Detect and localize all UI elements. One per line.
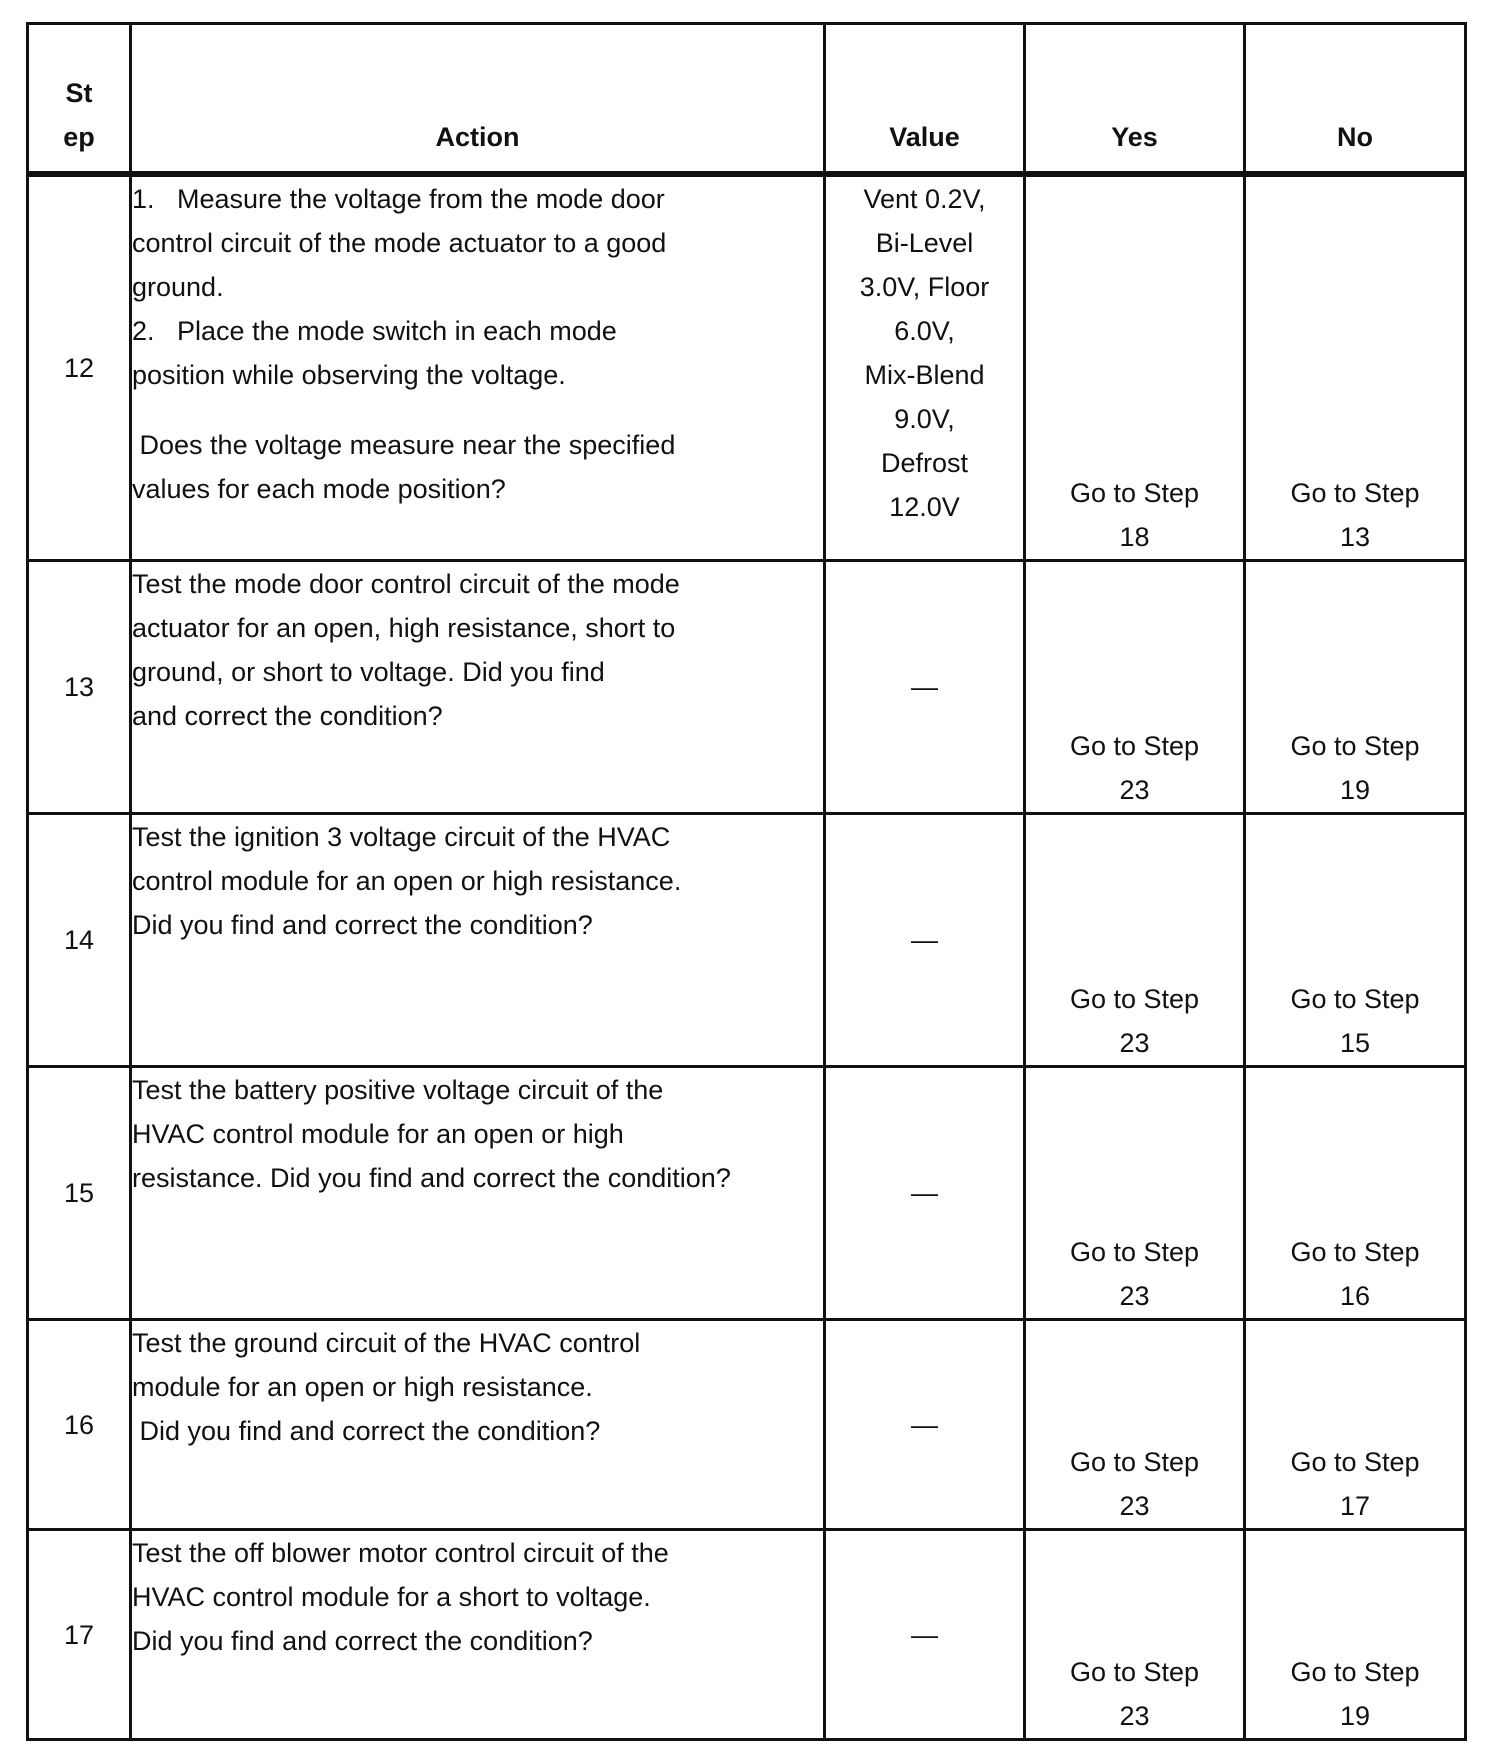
action-line: actuator for an open, high resistance, short to [132, 613, 676, 643]
yes-cell [1025, 814, 1245, 1067]
table-row [28, 1067, 1466, 1320]
step-number: 17 [28, 1530, 131, 1740]
action-line: Test the battery positive voltage circuit of the [132, 1075, 664, 1105]
yes-goto-step: 23 [1119, 775, 1150, 805]
value-cell: — [825, 561, 1025, 814]
action-line: resistance. Did you find and correct the condition? [132, 1163, 731, 1193]
no-goto-step: 16 [1339, 1281, 1371, 1311]
step-number: 12 [28, 174, 131, 561]
no-goto-step: 15 [1339, 1028, 1371, 1058]
yes-goto-step: 23 [1119, 1701, 1150, 1731]
value-cell: — [825, 1067, 1025, 1320]
action-line: Test the ground circuit of the HVAC control [132, 1328, 641, 1358]
step-header [28, 24, 131, 175]
yes-goto-step: 23 [1119, 1028, 1150, 1058]
yes-cell [1025, 1530, 1245, 1740]
action-line: Test the off blower motor control circuit of the [132, 1538, 669, 1568]
header-row [28, 24, 1466, 175]
value-line: Mix-Blend [864, 360, 985, 390]
action-line: Test the ignition 3 voltage circuit of the HVAC [132, 822, 671, 852]
value-line: Vent 0.2V, [863, 184, 986, 214]
no-cell [1245, 1067, 1466, 1320]
action-line: Did you find and correct the condition? [132, 910, 593, 940]
value-line: 9.0V, [894, 404, 955, 434]
value-cell: — [825, 1530, 1025, 1740]
no-goto-label: Go to Step [1290, 1237, 1420, 1267]
step-number: 15 [28, 1067, 131, 1320]
value-cell [825, 174, 1025, 561]
no-goto-step: 13 [1339, 522, 1371, 552]
action-header: Action [131, 24, 825, 175]
table-row [28, 174, 1466, 561]
yes-cell [1025, 1067, 1245, 1320]
no-goto-step: 17 [1339, 1491, 1371, 1521]
action-line: ground. [132, 272, 224, 302]
table-row [28, 1320, 1466, 1530]
step-header-line-2: ep [63, 122, 95, 152]
action-cell [131, 1530, 825, 1740]
no-cell [1245, 174, 1466, 561]
no-goto-label: Go to Step [1290, 731, 1420, 761]
yes-cell [1025, 174, 1245, 561]
action-line: control module for an open or high resistance. [132, 866, 682, 896]
table-row [28, 561, 1466, 814]
action-line: Did you find and correct the condition? [132, 1626, 593, 1656]
value-line: 6.0V, [894, 316, 955, 346]
yes-goto-label: Go to Step [1069, 731, 1200, 761]
step-number: 16 [28, 1320, 131, 1530]
table-row [28, 1530, 1466, 1740]
action-line: HVAC control module for an open or high [132, 1119, 624, 1149]
action-line: 2. Place the mode switch in each mode [132, 316, 617, 346]
no-goto-label: Go to Step [1290, 1657, 1420, 1687]
yes-goto-label: Go to Step [1069, 1657, 1200, 1687]
action-line: Test the mode door control circuit of the mode [132, 569, 680, 599]
action-line: Did you find and correct the condition? [132, 1416, 601, 1446]
no-cell [1245, 1320, 1466, 1530]
yes-goto-step: 18 [1119, 522, 1150, 552]
yes-goto-step: 23 [1119, 1491, 1150, 1521]
action-cell [131, 1320, 825, 1530]
action-cell [131, 174, 825, 561]
no-goto-label: Go to Step [1290, 1447, 1420, 1477]
yes-header: Yes [1025, 24, 1245, 175]
value-line: 12.0V [889, 492, 960, 522]
action-line: Does the voltage measure near the specified [132, 430, 676, 460]
value-header: Value [825, 24, 1025, 175]
action-line: module for an open or high resistance. [132, 1372, 593, 1402]
yes-goto-label: Go to Step [1069, 478, 1200, 508]
step-header-line-1: St [65, 78, 93, 108]
yes-goto-label: Go to Step [1069, 1447, 1200, 1477]
value-line: 3.0V, Floor [859, 272, 990, 302]
no-header: No [1245, 24, 1466, 175]
no-goto-step: 19 [1339, 1701, 1371, 1731]
yes-goto-step: 23 [1119, 1281, 1150, 1311]
action-line: ground, or short to voltage. Did you find [132, 657, 605, 687]
action-line: position while observing the voltage. [132, 360, 566, 390]
action-line: and correct the condition? [132, 701, 443, 731]
value-line: Bi-Level [875, 228, 974, 258]
yes-goto-label: Go to Step [1069, 984, 1200, 1014]
yes-cell [1025, 561, 1245, 814]
no-goto-label: Go to Step [1290, 478, 1420, 508]
action-line: 1. Measure the voltage from the mode door [132, 184, 665, 214]
step-number: 13 [28, 561, 131, 814]
action-line: values for each mode position? [132, 474, 506, 504]
action-cell [131, 1067, 825, 1320]
no-cell [1245, 561, 1466, 814]
action-line: HVAC control module for a short to voltage. [132, 1582, 651, 1612]
action-line: control circuit of the mode actuator to a good [132, 228, 667, 258]
value-line: Defrost [880, 448, 969, 478]
no-cell [1245, 814, 1466, 1067]
value-cell: — [825, 814, 1025, 1067]
action-cell [131, 561, 825, 814]
value-cell: — [825, 1320, 1025, 1530]
yes-cell [1025, 1320, 1245, 1530]
step-number: 14 [28, 814, 131, 1067]
action-cell [131, 814, 825, 1067]
no-cell [1245, 1530, 1466, 1740]
diagnostic-table [26, 22, 1467, 1741]
yes-goto-label: Go to Step [1069, 1237, 1200, 1267]
no-goto-label: Go to Step [1290, 984, 1420, 1014]
action-line-spacer [132, 397, 823, 423]
table-row [28, 814, 1466, 1067]
no-goto-step: 19 [1339, 775, 1371, 805]
